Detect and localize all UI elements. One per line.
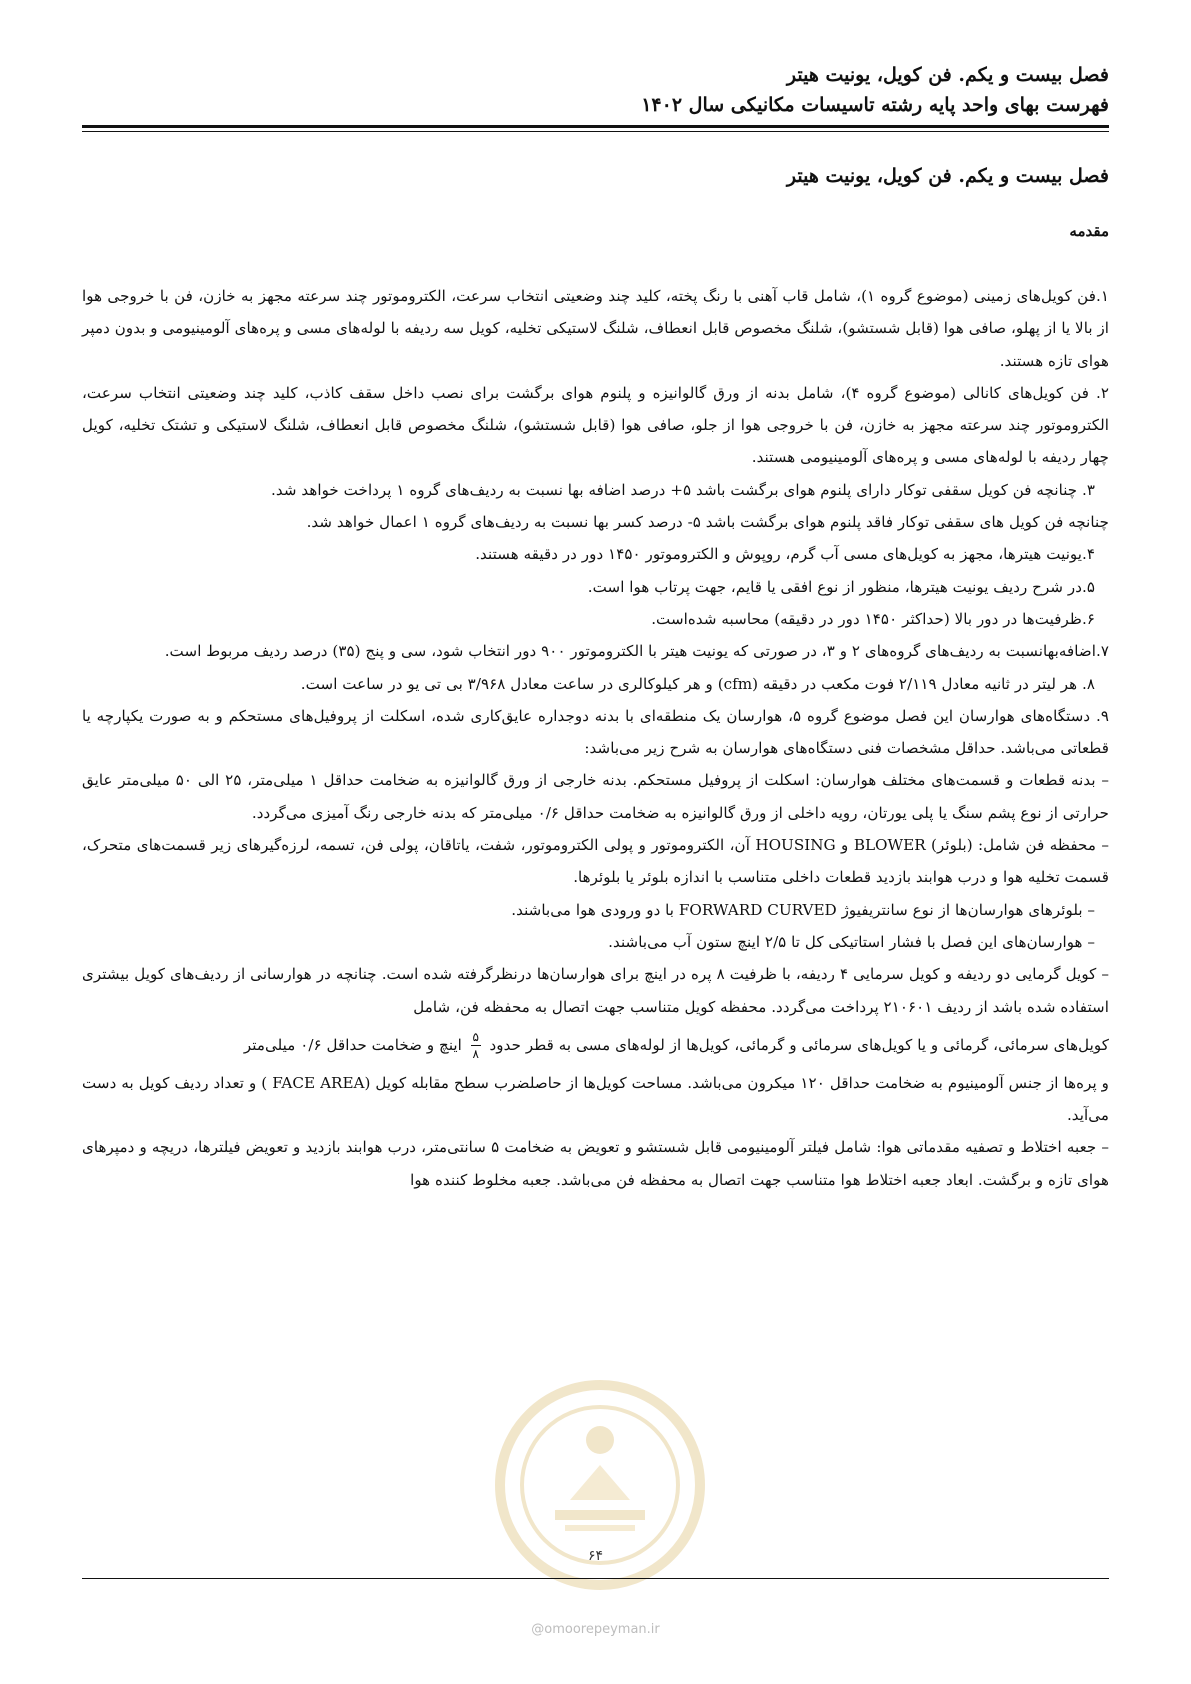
header-price-list-line: فهرست بهای واحد پایه رشته تاسیسات مکانیکی سال ۱۴۰۲ xyxy=(641,94,1109,116)
watermark-seal-icon xyxy=(485,1370,715,1600)
paragraph-3b: چنانچه فن کویل های سقفی توکار فاقد پلنوم هوای برگشت باشد ۵- درصد کسر بها نسبت به ردیف‌های گروه ۱ اعمال خواهد شد. xyxy=(306,513,1109,532)
chapter-title: فصل بیست و یکم. فن کویل، یونیت هیتر xyxy=(786,165,1109,187)
item-blowers: – بلوئرهای هوارسان‌ها از نوع سانتریفیوژ FORWARD CURVED با دو ورودی هوا می‌باشند. xyxy=(511,900,1095,919)
fraction-numerator: ۵ xyxy=(472,1030,479,1045)
item-static-pressure: – هوارسان‌های این فصل با فشار استاتیکی کل تا ۲/۵ اینچ ستون آب می‌باشند. xyxy=(608,932,1095,951)
paragraph-8: ۸. هر لیتر در ثانیه معادل ۲/۱۱۹ فوت مکعب در دقیقه (cfm) و هر کیلوکالری در ساعت معادل ۳/۹۶۸ بی تی یو در ساعت است. xyxy=(300,674,1095,693)
item-fins: و پره‌ها از جنس آلومینیوم به ضخامت حداقل ۱۲۰ میکرون می‌باشد. مساحت کویل‌ها از حاصلضرب سطح مقابله کویل (FACE AREA ) و تعداد ردیف کویل به دست می‌آید. xyxy=(82,1073,1109,1125)
fraction xyxy=(471,1030,481,1061)
paragraph-9: ۹. دستگاه‌های هوارسان این فصل موضوع گروه ۵، هوارسان یک منطقه‌ای با بدنه دوجداره عایق‌کاری شده، اسکلت از پروفیل‌های مستحکم و به صورت یکپارچه یا قطعاتی می‌باشد. حداقل مشخصات فنی دستگاه‌های هوارسان به شرح زیر می‌باشد: xyxy=(82,706,1110,758)
paragraph-2: ۲. فن کویل‌های کانالی (موضوع گروه ۴)، شامل بدنه از ورق گالوانیزه و پلنوم هوای برگشت برای نصب داخل سقف کاذب، کلید چند وضعیتی انتخاب سرعت، الکتروموتور چند سرعته مجهز به خازن، فن با خروجی هوا از جلو، صافی هوا (قابل شستشو)، شلنگ مخصوص قابل انعطاف، شلنگ لاستیکی و تشتک تخلیه، کویل چهار ردیفه با لوله‌های مسی و پره‌های آلومینیومی هستند. xyxy=(82,383,1109,467)
header-rule-thin xyxy=(82,131,1109,132)
paragraph-3: ۳. چنانچه فن کویل سقفی توکار دارای پلنوم هوای برگشت باشد ۵+ درصد اضافه بها نسبت به ردیف‌های گروه ۱ پرداخت خواهد شد. xyxy=(271,480,1095,499)
body-text xyxy=(82,280,1109,1196)
fraction-bar xyxy=(471,1045,481,1046)
paragraph-4: ۴.یونیت هیترها، مجهز به کویل‌های مسی آب گرم، روپوش و الکتروموتور ۱۴۵۰ دور در دقیقه هستند. xyxy=(475,545,1095,564)
paragraph-1: ۱.فن کویل‌های زمینی (موضوع گروه ۱)، شامل قاب آهنی با رنگ پخته، کلید چند وضعیتی انتخاب سرعت، الکتروموتور چند سرعته مجهز به خازن، فن با خروجی هوا از بالا یا از پهلو، صافی هوا (قابل شستشو)، شلنگ مخصوص قابل انعطاف، شلنگ لاستیکی تخلیه، کویل سه ردیفه با لوله‌های مسی و پره‌های آلومینیومی و بدون دمپر هوای تازه هستند. xyxy=(82,287,1109,370)
paragraph-6: ۶.ظرفیت‌ها در دور بالا (حداکثر ۱۴۵۰ دور در دقیقه) محاسبه شده‌است. xyxy=(651,609,1095,628)
page-number: ۶۴ xyxy=(587,1548,604,1564)
coil-line-before: کویل‌های سرمائی، گرمائی و یا کویل‌های سرمائی و گرمائی، کویل‌ها از لوله‌های مسی به قطر حدود xyxy=(489,1035,1109,1054)
site-watermark-text: @omoorepeyman.ir xyxy=(531,1622,660,1637)
paragraph-7: ۷.اضافه‌بهانسبت به ردیف‌های گروه‌های ۲ و ۳، در صورتی که یونیت هیتر با الکتروموتور ۹۰۰ دور انتخاب شود، سی و پنج (۳۵) درصد ردیف مربوط است. xyxy=(164,642,1109,661)
item-coils: – کویل گرمایی دو ردیفه و کویل سرمایی ۴ ردیفه، با ظرفیت ۸ پره در اینچ برای هوارسان‌ها درنظرگرفته شده است. چنانچه در هوارسانی از ردیف‌های کویل بیشتری استفاده شده باشد از ردیف ۲۱۰۶۰۱ پرداخت می‌گردد. محفظه کویل متناسب جهت اتصال به محفظه فن، شامل xyxy=(82,965,1109,1016)
running-header xyxy=(82,60,1109,120)
intro-heading: مقدمه xyxy=(1069,222,1109,240)
header-chapter-line: فصل بیست و یکم. فن کویل، یونیت هیتر xyxy=(786,64,1109,86)
footer-rule xyxy=(82,1578,1109,1579)
item-mixing-box: – جعبه اختلاط و تصفیه مقدماتی هوا: شامل فیلتر آلومینیومی قابل شستشو و تعویض به ضخامت ۵ سانتی‌متر، درب هوابند بازدید و تعویض فیلترها، دریچه و دمپرهای هوای تازه و برگشت. ابعاد جعبه اختلاط هوا متناسب جهت اتصال به محفظه فن می‌باشد. جعبه مخلوط کننده هوا xyxy=(82,1138,1109,1189)
paragraph-5: ۵.در شرح ردیف یونیت هیترها، منظور از نوع افقی یا قایم، جهت پرتاب هوا است. xyxy=(587,577,1095,596)
item-fan-housing: – محفظه فن شامل: (بلوئر) BLOWER و HOUSING آن، الکتروموتور و پولی الکتروموتور، شفت، یاتاقان، پولی فن، تسمه، لرزه‌گیرهای زیر قسمت‌های متحرک، قسمت تخلیه هوا و درب هوابند بازدید قطعات داخلی متناسب با اندازه بلوئر یا بلوئرها. xyxy=(82,836,1109,887)
header-rule-thick xyxy=(82,125,1109,128)
item-body-casing: – بدنه قطعات و قسمت‌های مختلف هوارسان: اسکلت از پروفیل مستحکم. بدنه خارجی از ورق گالوانیزه به ضخامت حداقل ۱ میلی‌متر، ۲۵ الی ۵۰ میلی‌متر عایق حرارتی از نوع پشم سنگ یا پلی یورتان، رویه داخلی از ورق گالوانیزه به ضخامت حداقل ۰/۶ میلی‌متر که بدنه خارجی رنگ آمیزی می‌گردد. xyxy=(82,771,1109,822)
coil-diameter-line xyxy=(82,1023,1109,1067)
coil-line-after: اینچ و ضخامت حداقل ۰/۶ میلی‌متر xyxy=(243,1035,462,1054)
fraction-denominator: ۸ xyxy=(472,1047,479,1062)
